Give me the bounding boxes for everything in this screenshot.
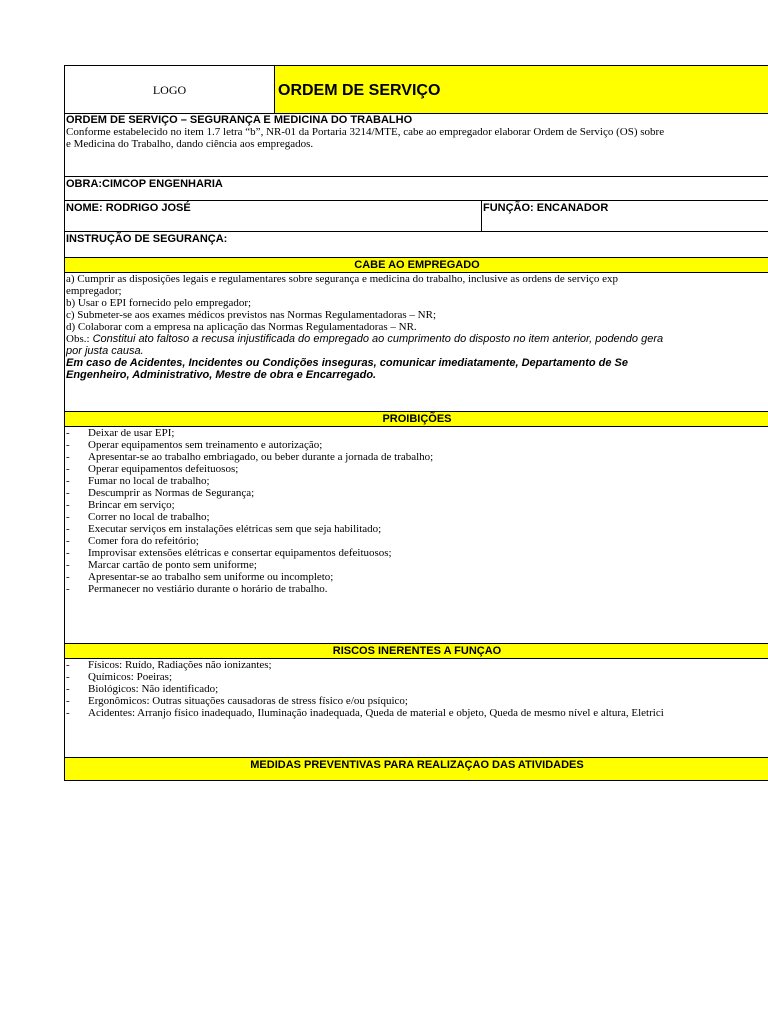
bullet-dash: - (66, 439, 70, 451)
riscos-list (65, 659, 768, 757)
risco-item (65, 707, 768, 719)
proibicao-item (65, 439, 768, 451)
proibicao-item-text: Marcar cartão de ponto sem uniforme; (88, 559, 257, 571)
risco-item (65, 671, 768, 683)
proibicao-item-text: Operar equipamentos defeituosos; (88, 463, 239, 475)
proibicao-item-text: Descumprir as Normas de Segurança; (88, 487, 255, 499)
bullet-dash: - (66, 451, 70, 463)
proibicao-item (65, 547, 768, 559)
proibicao-item-text: Deixar de usar EPI; (88, 427, 175, 439)
bullet-dash: - (66, 583, 70, 595)
nome-cell (65, 201, 482, 232)
instrucao-field: INSTRUÇÃO DE SEGURANÇA: (66, 233, 228, 245)
obs-line2: por justa causa. (66, 345, 144, 357)
funcao-cell (482, 201, 768, 232)
risco-item-text: Químicos: Poeiras; (88, 671, 173, 683)
proibicao-item (65, 535, 768, 547)
obra-row (65, 176, 768, 201)
bullet-dash: - (66, 571, 70, 583)
proibicao-item (65, 499, 768, 511)
proibicao-item (65, 523, 768, 535)
proibicao-item-text: Comer fora do refeitório; (88, 535, 199, 547)
cabe-b: b) Usar o EPI fornecido pelo empregador; (66, 297, 252, 309)
obs-label: Obs.: (66, 333, 90, 345)
service-order-form (64, 65, 768, 781)
proibicao-item-text: Apresentar-se ao trabalho embriagado, ou beber durante a jornada de trabalho; (88, 451, 434, 463)
proibicao-item-text: Fumar no local de trabalho; (88, 475, 210, 487)
title-row (65, 65, 768, 114)
bullet-dash: - (66, 695, 70, 707)
proibicao-item-text: Brincar em serviço; (88, 499, 175, 511)
bullet-dash: - (66, 427, 70, 439)
intro-heading: ORDEM DE SERVIÇO – SEGURANÇA E MEDICINA DO TRABALHO (66, 114, 413, 126)
intro-line-2: e Medicina do Trabalho, dando ciência aos empregados. (66, 138, 314, 150)
proibicao-item (65, 487, 768, 499)
bullet-dash: - (66, 487, 70, 499)
proibicao-item (65, 427, 768, 439)
risco-item-text: Ergonômicos: Outras situações causadoras de stress físico e/ou psíquico; (88, 695, 408, 707)
risco-item (65, 695, 768, 707)
obs-text: Constitui ato faltoso a recusa injustificada do empregado ao cumprimento do disposto no item anterior, podendo gera (89, 333, 664, 345)
obra-field: OBRA:CIMCOP ENGENHARIA (66, 178, 223, 190)
bullet-dash: - (66, 559, 70, 571)
risco-item (65, 683, 768, 695)
intro-section (65, 114, 768, 176)
medidas-header: MEDIDAS PREVENTIVAS PARA REALIZAÇAO DAS ATIVIDADES (65, 757, 768, 781)
proibicao-item (65, 583, 768, 595)
nome-field: NOME: RODRIGO JOSÉ (66, 202, 191, 214)
nome-funcao-row (65, 200, 768, 232)
bullet-dash: - (66, 671, 70, 683)
page-title: ORDEM DE SERVIÇO (278, 82, 441, 99)
cabe-header: CABE AO EMPREGADO (65, 257, 768, 273)
bullet-dash: - (66, 535, 70, 547)
cabe-d: d) Colaborar com a empresa na aplicação das Normas Regulamentadoras – NR. (66, 321, 417, 333)
proibicao-item-text: Permanecer no vestiário durante o horário de trabalho. (88, 583, 328, 595)
logo: LOGO (65, 66, 275, 114)
bullet-dash: - (66, 475, 70, 487)
bullet-dash: - (66, 511, 70, 523)
bullet-dash: - (66, 547, 70, 559)
cabe-content (65, 273, 768, 411)
alert-line2: Engenheiro, Administrativo, Mestre de obra e Encarregado. (66, 369, 377, 381)
proibicao-item-text: Executar serviços em instalações elétricas sem que seja habilitado; (88, 523, 382, 535)
proibicao-item (65, 451, 768, 463)
risco-item (65, 659, 768, 671)
risco-item-text: Físicos: Ruído, Radiações não ionizantes; (88, 659, 272, 671)
cabe-a-line2: empregador; (66, 285, 122, 297)
risco-item-text: Biológicos: Não identificado; (88, 683, 219, 695)
bullet-dash: - (66, 523, 70, 535)
bullet-dash: - (66, 463, 70, 475)
riscos-header: RISCOS INERENTES A FUNÇAO (65, 643, 768, 659)
proibicao-item (65, 463, 768, 475)
proibicoes-header: PROIBIÇÕES (65, 411, 768, 427)
intro-line-1: Conforme estabelecido no item 1.7 letra “b”, NR-01 da Portaria 3214/MTE, cabe ao empregador elaborar Ordem de Serviço (OS) sobre (66, 126, 665, 138)
bullet-dash: - (66, 683, 70, 695)
proibicao-item (65, 571, 768, 583)
proibicao-item (65, 511, 768, 523)
cabe-a-line1: a) Cumprir as disposições legais e regulamentares sobre segurança e medicina do trabalho, inclusive as ordens de serviço exp (66, 273, 618, 285)
bullet-dash: - (66, 499, 70, 511)
alert-line1: Em caso de Acidentes, Incidentes ou Condições inseguras, comunicar imediatamente, Departamento de Se (66, 357, 628, 369)
proibicao-item (65, 475, 768, 487)
obs-line1 (65, 333, 768, 345)
proibicao-item-text: Apresentar-se ao trabalho sem uniforme ou incompleto; (88, 571, 334, 583)
risco-item-text: Acidentes: Arranjo físico inadequado, Iluminação inadequada, Queda de material e objeto, Queda de mesmo nível e altura, Eletrici (88, 707, 664, 719)
instrucao-row (65, 232, 768, 257)
bullet-dash: - (66, 659, 70, 671)
proibicao-item (65, 559, 768, 571)
cabe-c: c) Submeter-se aos exames médicos previstos nas Normas Regulamentadoras – NR; (66, 309, 437, 321)
proibicoes-list (65, 427, 768, 645)
proibicao-item-text: Improvisar extensões elétricas e consertar equipamentos defeituosos; (88, 547, 392, 559)
proibicao-item-text: Operar equipamentos sem treinamento e autorização; (88, 439, 323, 451)
funcao-field: FUNÇÃO: ENCANADOR (483, 202, 609, 214)
proibicao-item-text: Correr no local de trabalho; (88, 511, 210, 523)
bullet-dash: - (66, 707, 70, 719)
